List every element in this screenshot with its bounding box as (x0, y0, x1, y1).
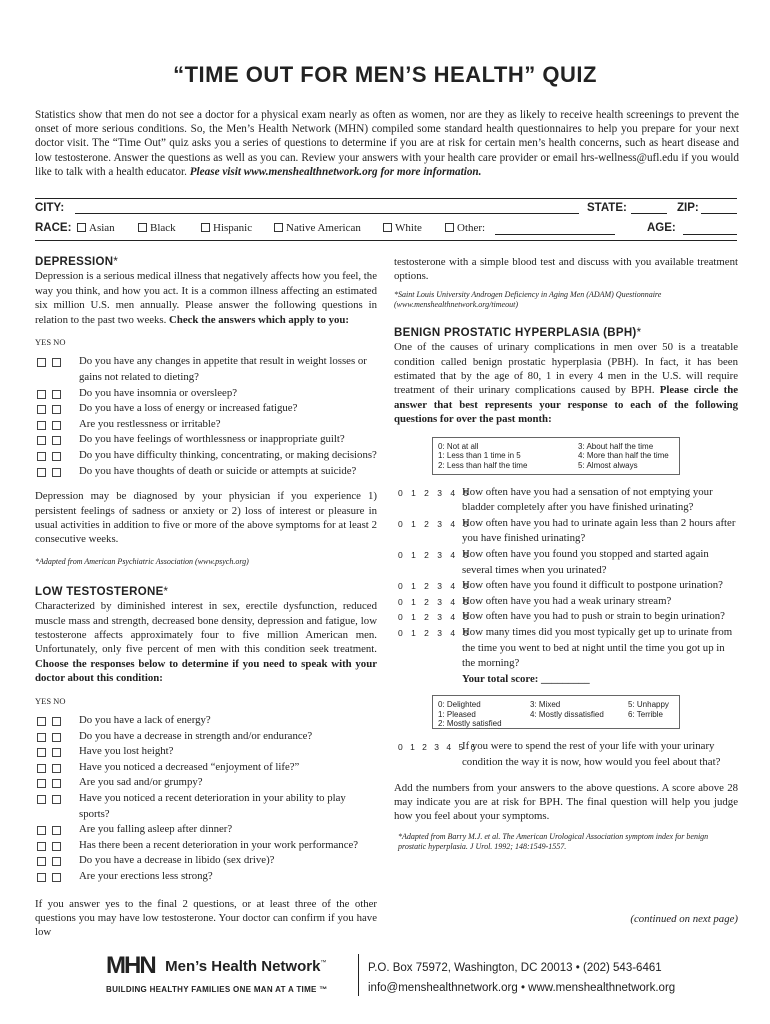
city-row (35, 198, 737, 216)
yes-checkbox[interactable] (37, 733, 46, 742)
question-text: How often have you had a weak urinary stream? (462, 594, 672, 607)
yes-checkbox[interactable] (37, 826, 46, 835)
age-field[interactable] (683, 234, 737, 235)
footer-address (368, 958, 675, 998)
yes-no-question (35, 853, 377, 869)
yes-checkbox[interactable] (37, 748, 46, 757)
depression-after: Depression may be diagnosed by your physician if you experience 1) persistent feelings of sadness or anxiety or 2) loss of interest or pleasure in usual activities in addition to five or more of the above symptoms for at least 2 consecutive weeks. (35, 490, 377, 546)
question-text: Have you noticed a decreased “enjoyment of life?” (79, 760, 300, 773)
right-column (394, 255, 738, 852)
yes-checkbox[interactable] (37, 717, 46, 726)
question-text: Are you falling asleep after dinner? (79, 823, 233, 836)
question-text: How often have you had to urinate again less than 2 hours after you have finished urinating? (462, 516, 736, 545)
question-text: Have you lost height? (79, 745, 174, 758)
bph-after: Add the numbers from your answers to the above questions. A score above 28 may indicate you are at risk for BPH. The final question will help you judge how you feel about your symptoms. (394, 781, 738, 823)
question-text: Do you have a decrease in strength and/or endurance? (79, 729, 313, 742)
yes-checkbox[interactable] (37, 405, 46, 414)
bph-question-list (394, 485, 738, 672)
city-field[interactable] (75, 213, 579, 214)
yes-no-question (35, 448, 377, 464)
yes-no-question (35, 417, 377, 433)
yes-no-question (35, 760, 377, 776)
footer-divider (358, 954, 359, 996)
yes-no-question (35, 729, 377, 745)
low-testosterone-intro: Characterized by diminished interest in sex, erectile dysfunction, reduced muscle mass and strength, decreased bone density, depression and fatigue, low testosterone affects approximately four to five million American men. Unfortunately, only five percent of men with this condition seek treatment. Choose the responses below to determine if you need to speak with your doctor about this condition: (35, 600, 377, 685)
no-checkbox[interactable] (52, 717, 61, 726)
continued-note: (continued on next page) (630, 913, 738, 925)
checkbox[interactable] (383, 223, 392, 232)
bph-question (394, 625, 738, 672)
answer-scale[interactable]: 0 1 2 3 4 5 (398, 581, 472, 592)
question-text: How often have you had to push or strain to begin urination? (462, 610, 725, 623)
left-column (35, 255, 377, 940)
question-text: Do you have a loss of energy or increased fatigue? (79, 402, 298, 415)
race-label: RACE: (35, 222, 72, 234)
low-testosterone-heading: LOW TESTOSTERONE* (35, 585, 169, 598)
no-checkbox[interactable] (52, 452, 61, 461)
checkbox[interactable] (201, 223, 210, 232)
no-checkbox[interactable] (52, 857, 61, 866)
bph-question (394, 485, 738, 516)
question-text: How often have you had a sensation of not emptying your bladder completely after you have finished urinating? (462, 485, 713, 514)
yes-no-header: YES NO (35, 695, 66, 706)
no-checkbox[interactable] (52, 390, 61, 399)
legend-entry: 6: Terrible (628, 709, 663, 719)
question-text: Are your erections less strong? (79, 870, 213, 882)
race-option-asian[interactable]: Asian (77, 222, 115, 234)
question-text: Do you have a lack of energy? (79, 714, 211, 727)
answer-checkboxes (37, 357, 67, 373)
no-checkbox[interactable] (52, 421, 61, 430)
answer-scale[interactable]: 0 1 2 3 4 5 (398, 518, 472, 529)
yes-checkbox[interactable] (37, 452, 46, 461)
legend-entry: 3: About half the time (578, 441, 654, 451)
no-checkbox[interactable] (52, 733, 61, 742)
answer-scale[interactable]: 0 1 2 3 4 5 (398, 596, 472, 607)
bph-intro: One of the causes of urinary complications in men over 50 is a treatable condition called benign prostatic hyperplasia (PBH). In fact, it has been estimated that by the age of 80, 1 in every 4 men in the U.S. will require treatment of their urinary complications caused by BPH. Please circle the answer that best represents your response to each of the following questions for over the past month: (394, 341, 738, 426)
answer-checkboxes (37, 467, 67, 483)
legend-entry: 5: Unhappy (628, 700, 669, 710)
city-label: CITY: (35, 202, 65, 214)
answer-scale[interactable]: 0 1 2 3 4 5 (398, 628, 472, 638)
question-text: Have you noticed a recent deterioration in your ability to play sports? (79, 792, 346, 820)
answer-scale[interactable]: 0 1 2 3 4 5 (398, 487, 472, 498)
race-option-white[interactable]: White (383, 222, 422, 234)
trademark: ™ (320, 959, 327, 966)
yes-checkbox[interactable] (37, 795, 46, 804)
question-text: How often have you found it difficult to postpone urination? (462, 579, 723, 592)
question-text: How often have you found you stopped and started again several times when you urinated? (462, 548, 709, 576)
yes-checkbox[interactable] (37, 421, 46, 430)
no-checkbox[interactable] (52, 795, 61, 804)
bph-question (394, 516, 738, 547)
intro-paragraph (35, 108, 739, 179)
logo-name: Men’s Health Network (165, 957, 321, 975)
legend-entry: 0: Not at all (438, 441, 479, 451)
yes-checkbox[interactable] (37, 873, 46, 882)
legend-entry: 5: Almost always (578, 460, 638, 470)
question-text: Has there been a recent deterioration in your work performance? (79, 838, 359, 851)
race-option-hispanic[interactable]: Hispanic (201, 222, 252, 234)
legend-entry: 4: More than half the time (578, 451, 669, 461)
depression-heading: DEPRESSION* (35, 256, 119, 268)
no-checkbox[interactable] (52, 468, 61, 477)
yes-no-header: YES NO (35, 337, 66, 348)
intro-text: Statistics show that men do not see a doctor for a physical exam nearly as often as women, nor are they as likely to receive health screenings to prevent the onset of more serious conditions. So, the Men’s Health Network (MHN) compiled some standard health questionnaires to help you prepare for your next doctor visit. The “Time Out” quiz asks you a series of questions to determine if you are at risk for certain men’s health concerns, such as heart disease and low testosterone. Answer the questions as well as you can. Review your answers with your health care provider or email hrs-wellness@ufl.edu if you would like to talk with a health educator. (35, 109, 739, 178)
bph-quality-question: 0 1 2 3 4 5 6 If you were to spend the rest of your life with your urinary condition the way it is now, how would you feel about that? (398, 740, 721, 768)
yes-no-question (35, 791, 377, 822)
bph-question (394, 578, 738, 594)
legend-entry: 1: Less than 1 time in 5 (438, 451, 521, 461)
yes-checkbox[interactable] (37, 390, 46, 399)
mhn-logo (106, 952, 328, 994)
question-text: Do you have feelings of worthlessness or inappropriate guilt? (79, 433, 345, 446)
question-text: Do you have thoughts of death or suicide or attempts at suicide? (79, 464, 357, 477)
answer-checkboxes (37, 872, 67, 888)
checkbox[interactable] (77, 223, 86, 232)
bph-legend (432, 437, 680, 475)
race-other-field[interactable] (495, 234, 615, 235)
yes-no-question (35, 822, 377, 838)
yes-checkbox[interactable] (37, 842, 46, 851)
checkbox[interactable] (138, 223, 147, 232)
legend-entry: 1: Pleased (438, 709, 476, 719)
yes-checkbox[interactable] (37, 358, 46, 367)
bph-footnote: *Adapted from Barry M.J. et al. The American Urological Association symptom index for benign prostatic hyperplasia. J Urol. 1992; 148:1549-1557. (398, 831, 709, 851)
no-checkbox[interactable] (52, 826, 61, 835)
answer-checkboxes (37, 794, 67, 810)
legend-entry: 3: Mixed (530, 700, 561, 710)
answer-scale[interactable]: 0 1 2 3 4 5 (398, 612, 472, 623)
low-testosterone-continued: testosterone with a simple blood test and discuss with you available treatment options. (394, 256, 738, 283)
no-checkbox[interactable] (52, 779, 61, 788)
yes-checkbox[interactable] (37, 468, 46, 477)
low-testosterone-question-list (35, 713, 377, 885)
yes-no-question (35, 386, 377, 402)
yes-no-question (35, 775, 377, 791)
question-text: Do you have insomnia or oversleep? (79, 386, 238, 399)
yes-no-question (35, 744, 377, 760)
zip-field[interactable] (701, 213, 737, 214)
question-text: Do you have difficulty thinking, concentrating, or making decisions? (79, 449, 377, 461)
race-option-native-american[interactable]: Native American (274, 222, 361, 234)
depression-footnote: *Adapted from American Psychiatric Association (www.psych.org) (35, 556, 249, 566)
legend-entry: 4: Mostly dissatisfied (530, 709, 604, 719)
question-text: Do you have a decrease in libido (sex drive)? (79, 854, 275, 867)
answer-scale[interactable]: 0 1 2 3 4 5 6 (398, 742, 478, 753)
intro-visit-link[interactable]: Please visit www.menshealthnetwork.org for more information. (189, 165, 482, 178)
no-checkbox[interactable] (52, 358, 61, 367)
state-label: STATE: (587, 202, 627, 214)
yes-no-question (35, 401, 377, 417)
mhn-logo-mark: MHN (106, 952, 155, 979)
contact-line[interactable]: info@menshealthnetwork.org • www.menshealthnetwork.org (368, 982, 676, 994)
legend-entry: 2: Less than half the time (438, 460, 528, 470)
yes-no-question (35, 713, 377, 729)
zip-label: ZIP: (677, 202, 699, 214)
yes-no-question (35, 838, 377, 854)
no-checkbox[interactable] (52, 873, 61, 882)
depression-question-list (35, 354, 377, 479)
checkbox[interactable] (445, 223, 454, 232)
no-checkbox[interactable] (52, 764, 61, 773)
yes-checkbox[interactable] (37, 764, 46, 773)
tagline: BUILDING HEALTHY FAMILIES ONE MAN AT A TIME ™ (106, 985, 328, 994)
no-checkbox[interactable] (52, 842, 61, 851)
low-testosterone-after: If you answer yes to the final 2 questions, or at least three of the other questions you may have low testosterone. Your doctor can confirm if you have low (35, 897, 377, 939)
page-title: “TIME OUT FOR MEN’S HEALTH” QUIZ (173, 62, 597, 87)
question-text: Do you have any changes in appetite that result in weight losses or gains not related to dieting? (79, 355, 367, 384)
yes-no-question (35, 869, 377, 885)
question-text: How many times did you most typically get up to urinate from the time you went to bed at night until the time you got up in the morning? (462, 626, 733, 670)
question-text: Are you sad and/or grumpy? (79, 776, 203, 789)
question-text: Are you restlessness or irritable? (79, 417, 221, 430)
bph-question (394, 594, 738, 610)
depression-intro: Depression is a serious medical illness that negatively affects how you feel, the way you think, and how you act. It is a common illness affecting an estimated six million U.S. men annually. Please answer the following questions in relation to the past two weeks. Check the answers which apply to you: (35, 270, 377, 326)
race-option-other[interactable]: Other: (445, 222, 485, 234)
yes-no-question (35, 464, 377, 480)
yes-checkbox[interactable] (37, 857, 46, 866)
divider (35, 240, 737, 241)
state-field[interactable] (631, 213, 667, 214)
bph-total-score[interactable]: Your total score: _________ (462, 672, 590, 685)
no-checkbox[interactable] (52, 405, 61, 414)
legend-entry: 2: Mostly satisfied (438, 719, 502, 729)
race-option-black[interactable]: Black (138, 222, 176, 234)
bph-question (394, 609, 738, 625)
yes-no-question (35, 432, 377, 448)
yes-checkbox[interactable] (37, 779, 46, 788)
race-row (35, 220, 737, 238)
yes-no-question (35, 354, 377, 385)
yes-checkbox[interactable] (37, 436, 46, 445)
answer-scale[interactable]: 0 1 2 3 4 5 (398, 550, 472, 561)
age-label: AGE: (647, 222, 676, 234)
legend-entry: 0: Delighted (438, 700, 481, 710)
bph-question (394, 547, 738, 578)
address-line: P.O. Box 75972, Washington, DC 20013 • (202) 543-6461 (368, 962, 662, 974)
low-testosterone-footnote: *Saint Louis University Androgen Deficiency in Aging Men (ADAM) Questionnaire (www.menshealthnetwork.org/timeout) (394, 289, 662, 309)
checkbox[interactable] (274, 223, 283, 232)
no-checkbox[interactable] (52, 436, 61, 445)
bph-satisfaction-legend (432, 695, 680, 729)
no-checkbox[interactable] (52, 748, 61, 757)
bph-heading: BENIGN PROSTATIC HYPERPLASIA (BPH)* (394, 326, 642, 339)
